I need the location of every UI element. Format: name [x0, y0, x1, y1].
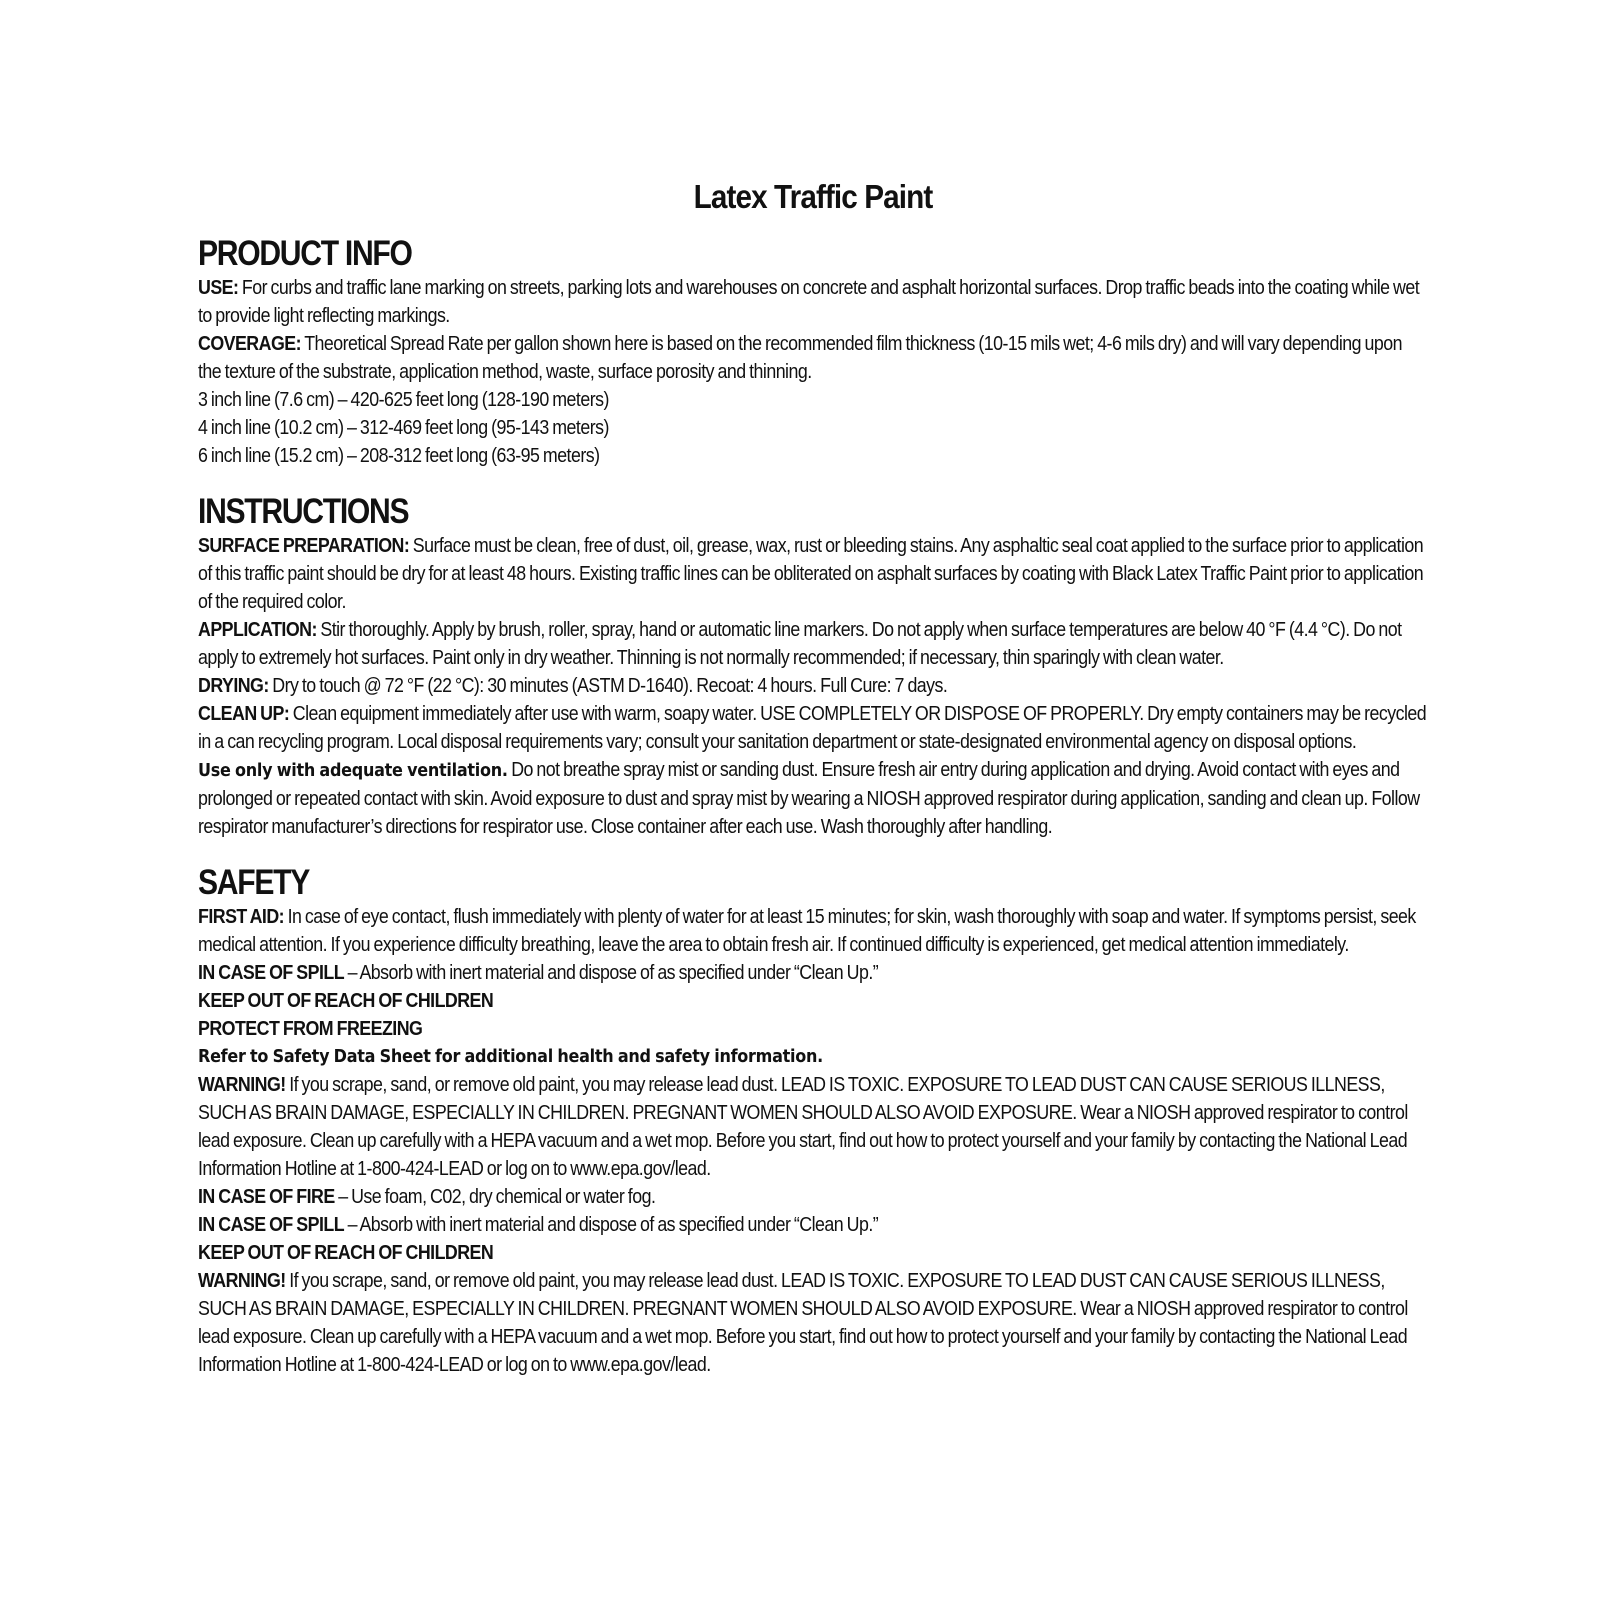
- clean-up-label: CLEAN UP:: [198, 703, 290, 725]
- warning-label: WARNING!: [198, 1074, 286, 1096]
- product-info-body: [198, 274, 1426, 470]
- section-heading-product-info: PRODUCT INFO: [198, 234, 412, 273]
- spill-text-2: – Absorb with inert material and dispose of as specified under “Clean Up.”: [344, 1214, 879, 1236]
- fire-paragraph: [198, 1183, 1426, 1211]
- surface-preparation-text: Surface must be clean, free of dust, oil, grease, wax, rust or bleeding stains. Any asphaltic seal coat applied to the surface prior to application of this traffic paint should be dry for at least 48 hours. Existing traffic lines can be obliterated on asphalt surfaces by coating with Black Latex Traffic Paint prior to application of the required color.: [198, 535, 1424, 613]
- application-paragraph: [198, 616, 1426, 672]
- first-aid-label: FIRST AID:: [198, 906, 285, 928]
- use-label: USE:: [198, 277, 239, 299]
- use-text: For curbs and traffic lane marking on streets, parking lots and warehouses on concrete and asphalt horizontal surfaces. Drop traffic beads into the coating while wet to provide light reflecting markings.: [198, 277, 1420, 327]
- ventilation-paragraph: [198, 756, 1426, 841]
- first-aid-text: In case of eye contact, flush immediately with plenty of water for at least 15 minutes; for skin, wash thoroughly with soap and water. If symptoms persist, seek medical attention. If you experience difficulty breathing, leave the area to obtain fresh air. If continued difficulty is experienced, get medical attention immediately.: [198, 906, 1416, 956]
- warning-text-2: If you scrape, sand, or remove old paint, you may release lead dust. LEAD IS TOXIC. EXPOSURE TO LEAD DUST CAN CAUSE SERIOUS ILLNESS, SUCH AS BRAIN DAMAGE, ESPECIALLY IN CHILDREN. PREGNANT WOMEN SHOULD ALSO AVOID EXPOSURE. Wear a NIOSH approved respirator to control lead exposure. Clean up carefully with a HEPA vacuum and a wet mop. Before you start, find out how to protect yourself and your family by contacting the National Lead Information Hotline at 1-800-424-LEAD or log on to www.epa.gov/lead.: [198, 1270, 1408, 1376]
- clean-up-paragraph: [198, 700, 1426, 756]
- warning-paragraph-2: [198, 1267, 1426, 1379]
- protect-from-freezing: PROTECT FROM FREEZING: [198, 1018, 423, 1040]
- warning-text: If you scrape, sand, or remove old paint, you may release lead dust. LEAD IS TOXIC. EXPOSURE TO LEAD DUST CAN CAUSE SERIOUS ILLNESS, SUCH AS BRAIN DAMAGE, ESPECIALLY IN CHILDREN. PREGNANT WOMEN SHOULD ALSO AVOID EXPOSURE. Wear a NIOSH approved respirator to control lead exposure. Clean up carefully with a HEPA vacuum and a wet mop. Before you start, find out how to protect yourself and your family by contacting the National Lead Information Hotline at 1-800-424-LEAD or log on to www.epa.gov/lead.: [198, 1074, 1408, 1180]
- drying-text: Dry to touch @ 72 °F (22 °C): 30 minutes (ASTM D-1640). Recoat: 4 hours. Full Cure: 7 days.: [268, 675, 948, 697]
- spill-label: IN CASE OF SPILL: [198, 962, 345, 984]
- warning-paragraph: [198, 1071, 1426, 1183]
- coverage-line-4in: 4 inch line (10.2 cm) – 312-469 feet long (95-143 meters): [198, 417, 609, 439]
- warning-label-2: WARNING!: [198, 1270, 286, 1292]
- application-text: Stir thoroughly. Apply by brush, roller, spray, hand or automatic line markers. Do not apply when surface temperatures are below 40 °F (4.4 °C). Do not apply to extremely hot surfaces. Paint only in dry weather. Thinning is not normally recommended; if necessary, thin sparingly with clean water.: [198, 619, 1402, 669]
- refer-sds: Refer to Safety Data Sheet for additional health and safety information.: [198, 1046, 823, 1067]
- coverage-label: COVERAGE:: [198, 333, 302, 355]
- section-instructions: [198, 492, 1428, 841]
- application-label: APPLICATION:: [198, 619, 317, 641]
- fire-label: IN CASE OF FIRE: [198, 1186, 335, 1208]
- ventilation-label: Use only with adequate ventilation.: [198, 760, 508, 781]
- first-aid-paragraph: [198, 903, 1426, 959]
- surface-preparation-paragraph: [198, 532, 1426, 616]
- clean-up-text: Clean equipment immediately after use with warm, soapy water. USE COMPLETELY OR DISPOSE OF PROPERLY. Dry empty containers may be recycled in a can recycling program. Local disposal requirements vary; consult your sanitation department or state-designated environmental agency on disposal options.: [198, 703, 1427, 753]
- spill-label-2: IN CASE OF SPILL: [198, 1214, 345, 1236]
- coverage-line-6in: 6 inch line (15.2 cm) – 208-312 feet long (63-95 meters): [198, 445, 600, 467]
- section-safety: [198, 863, 1428, 1379]
- section-heading-instructions: INSTRUCTIONS: [198, 492, 409, 531]
- surface-preparation-label: SURFACE PREPARATION:: [198, 535, 410, 557]
- use-paragraph: [198, 274, 1426, 330]
- spill-paragraph-2: [198, 1211, 1426, 1239]
- fire-text: – Use foam, C02, dry chemical or water fog.: [334, 1186, 656, 1208]
- drying-label: DRYING:: [198, 675, 269, 697]
- ventilation-text: Do not breathe spray mist or sanding dust. Ensure fresh air entry during application and drying. Avoid contact with eyes and prolonged or repeated contact with skin. Avoid exposure to dust and spray mist by wearing a NIOSH approved respirator during application, sanding and clean up. Follow respirator manufacturer’s directions for respirator use. Close container after each use. Wash thoroughly after handling.: [198, 759, 1420, 838]
- instructions-body: [198, 532, 1426, 841]
- spill-paragraph: [198, 959, 1426, 987]
- section-product-info: [198, 234, 1428, 470]
- section-heading-safety: SAFETY: [198, 863, 310, 902]
- keep-out-of-reach-2: KEEP OUT OF REACH OF CHILDREN: [198, 1242, 494, 1264]
- coverage-text: Theoretical Spread Rate per gallon shown here is based on the recommended film thickness (10-15 mils wet; 4-6 mils dry) and will vary depending upon the texture of the substrate, application method, waste, surface porosity and thinning.: [198, 333, 1402, 383]
- coverage-line-3in: 3 inch line (7.6 cm) – 420-625 feet long (128-190 meters): [198, 389, 609, 411]
- drying-paragraph: [198, 672, 1426, 700]
- keep-out-of-reach: KEEP OUT OF REACH OF CHILDREN: [198, 990, 494, 1012]
- document: [198, 178, 1428, 1401]
- coverage-paragraph: [198, 330, 1426, 386]
- document-title: Latex Traffic Paint: [693, 178, 933, 215]
- spill-text: – Absorb with inert material and dispose of as specified under “Clean Up.”: [344, 962, 879, 984]
- safety-body: [198, 903, 1426, 1379]
